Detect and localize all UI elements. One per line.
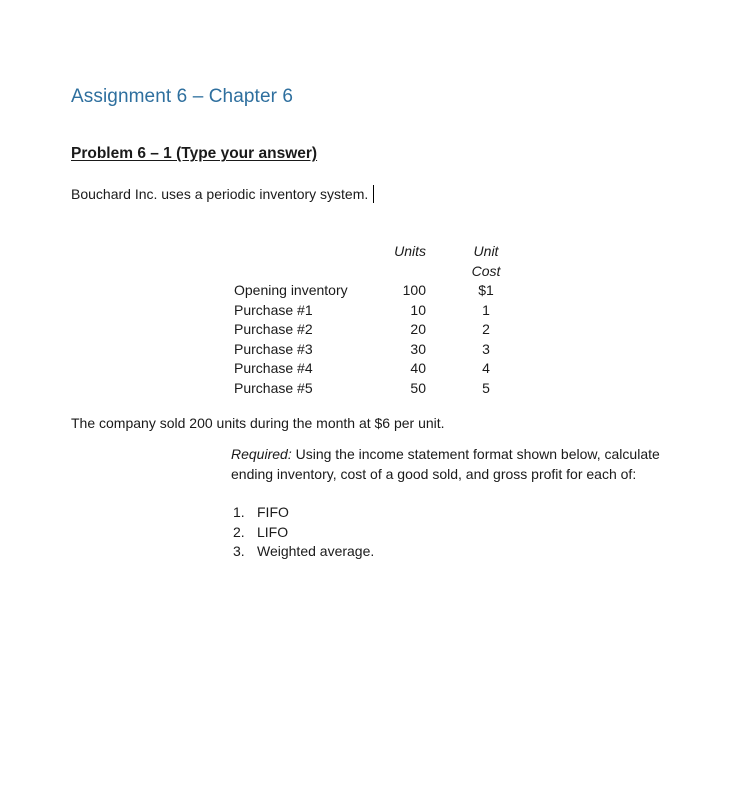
row-units: 40 [410, 360, 426, 376]
list-text: LIFO [257, 523, 289, 540]
row-cost: 4 [482, 360, 490, 376]
document-title: Assignment 6 – Chapter 6 [71, 86, 294, 107]
required-paragraph [231, 445, 701, 484]
row-units: 20 [410, 321, 426, 337]
row-units: 50 [410, 379, 426, 396]
row-label: Purchase #5 [234, 379, 313, 396]
row-units: 30 [410, 340, 426, 357]
text-cursor [373, 185, 374, 203]
header-label-blank-2 [231, 262, 384, 282]
list-item [233, 523, 374, 543]
intro-text: Bouchard Inc. uses a periodic inventory system. [71, 186, 369, 202]
header-unit: Unit [473, 243, 499, 259]
table-header-row-1 [231, 242, 528, 262]
list-item [233, 503, 374, 523]
list-text: FIFO [257, 504, 289, 520]
row-cost: 5 [482, 379, 490, 396]
row-units: 100 [402, 282, 426, 298]
list-number: 2. [233, 523, 245, 540]
row-label: Purchase #4 [234, 360, 313, 376]
row-label: Purchase #3 [234, 340, 313, 357]
header-units-blank [384, 262, 426, 282]
table-row [231, 320, 528, 340]
required-text: Using the income statement format shown below, calculate ending inventory, cost of a good sold, and gross profit for each of: [231, 446, 660, 482]
row-label: Purchase #2 [234, 321, 313, 337]
row-cost: $1 [478, 282, 494, 298]
row-units: 10 [410, 301, 426, 318]
row-label: Purchase #1 [234, 301, 313, 318]
intro-paragraph [71, 185, 374, 203]
summary-paragraph: The company sold 200 units during the month at $6 per unit. [71, 415, 445, 431]
list-item [233, 542, 374, 562]
header-cost: Cost [471, 262, 501, 279]
header-label-blank [231, 242, 384, 262]
table-row [231, 281, 528, 301]
table-row [231, 340, 528, 360]
row-cost: 2 [482, 321, 490, 337]
row-label: Opening inventory [234, 282, 348, 298]
methods-list [233, 503, 374, 562]
inventory-table [231, 242, 528, 398]
required-label: Required: [231, 446, 292, 462]
problem-heading: Problem 6 – 1 (Type your answer) [71, 145, 318, 162]
list-text: Weighted average. [257, 543, 375, 559]
header-units: Units [394, 243, 426, 259]
row-cost: 3 [482, 340, 490, 357]
list-number: 3. [233, 543, 245, 559]
table-row [231, 359, 528, 379]
table-row [231, 379, 528, 399]
table-header-row-2 [231, 262, 528, 282]
list-number: 1. [233, 504, 245, 520]
row-cost: 1 [482, 301, 490, 318]
table-row [231, 301, 528, 321]
